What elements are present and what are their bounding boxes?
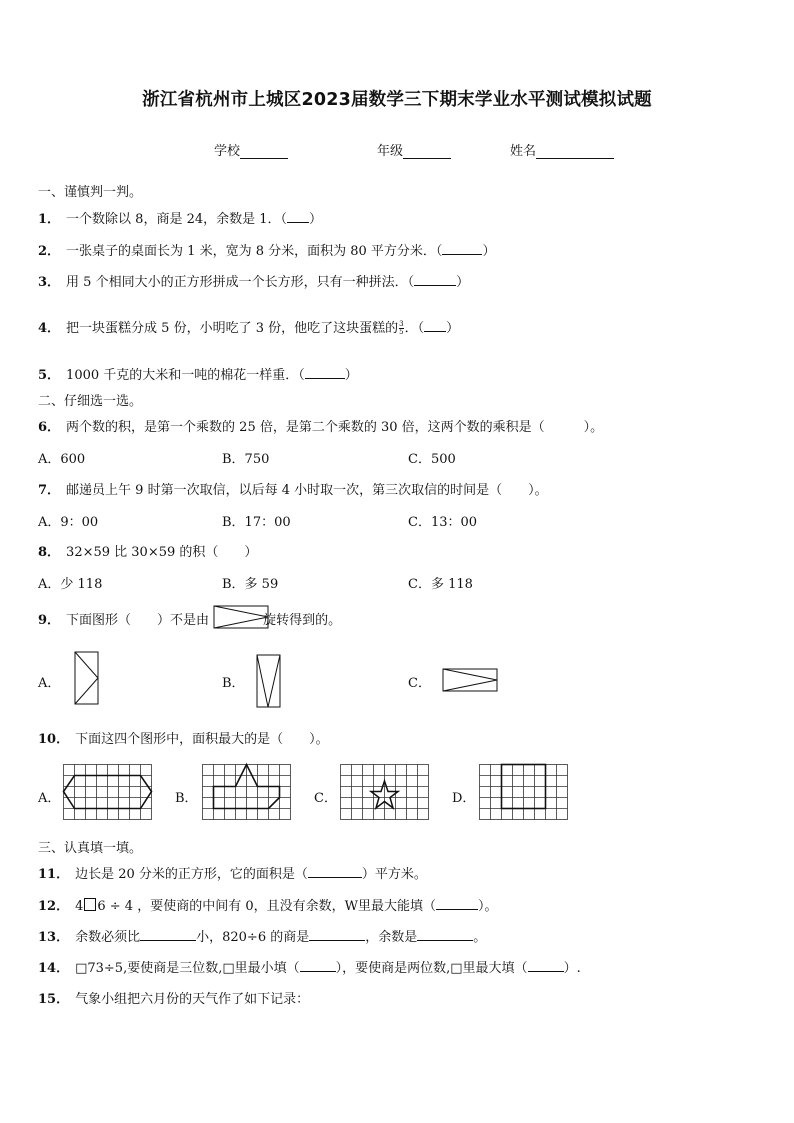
question-13 bbox=[38, 926, 486, 945]
question-number: 1． bbox=[38, 212, 61, 227]
question-number: 8． bbox=[38, 545, 61, 560]
question-number: 12． bbox=[38, 899, 70, 914]
answer-blank-3[interactable] bbox=[417, 928, 473, 941]
question-text-b: 小，820÷6 的商是 bbox=[196, 930, 310, 945]
question-text-tail: 旋转得到的。 bbox=[263, 613, 342, 628]
q9-option-b[interactable]: B． bbox=[222, 676, 245, 691]
q10-option-c[interactable]: C． bbox=[314, 791, 337, 806]
question-7 bbox=[38, 479, 548, 498]
q9-option-c[interactable]: C． bbox=[408, 676, 431, 691]
question-text-b: 6 ÷ 4 ，要使商的中间有 0，且没有余数，W里最大能填（ bbox=[97, 899, 436, 914]
question-15 bbox=[38, 988, 309, 1007]
question-text: 邮递员上午 9 时第一次取信，以后每 4 小时取一次，第三次取信的时间是（ ）。 bbox=[66, 483, 548, 498]
q10-option-b[interactable]: B． bbox=[175, 791, 198, 806]
section-heading-1: 一、谨慎判一判。 bbox=[38, 185, 143, 200]
question-number: 14． bbox=[38, 961, 70, 976]
question-tail: ）平方米。 bbox=[361, 867, 427, 882]
grade-blank[interactable] bbox=[403, 145, 451, 159]
reference-triangle bbox=[214, 606, 268, 628]
question-5 bbox=[38, 364, 358, 383]
q9-figure-b[interactable] bbox=[256, 654, 282, 710]
question-text: 两个数的积，是第一个乘数的 25 倍，是第二个乘数的 30 倍，这两个数的乘积是（ ）。 bbox=[66, 420, 604, 435]
question-tail: ）。 bbox=[477, 899, 498, 914]
q6-option-b[interactable]: B．750 bbox=[222, 452, 270, 467]
answer-blank-2[interactable] bbox=[309, 928, 365, 941]
q6-option-c[interactable]: C．500 bbox=[408, 452, 456, 467]
question-text: 用 5 个相同大小的正方形拼成一个长方形，只有一种拼法．（ bbox=[66, 275, 415, 290]
question-text: 余数必须比 bbox=[75, 930, 141, 945]
question-tail: 。 bbox=[473, 930, 487, 945]
fraction-denominator: 5 bbox=[399, 328, 404, 336]
q10-figure-c[interactable] bbox=[340, 764, 430, 824]
question-text: 下面这四个图形中，面积最大的是（ ）。 bbox=[75, 732, 329, 747]
answer-blank[interactable] bbox=[442, 242, 482, 255]
question-text: 32×59 比 30×59 的积（ ） bbox=[66, 545, 258, 560]
question-12 bbox=[38, 895, 498, 914]
question-close: ） bbox=[456, 275, 470, 290]
school-blank[interactable] bbox=[240, 145, 288, 159]
school-field bbox=[214, 140, 288, 159]
question-close: ） bbox=[344, 368, 358, 383]
name-field bbox=[510, 140, 614, 159]
reference-rectangle bbox=[214, 606, 268, 628]
question-14 bbox=[38, 957, 581, 976]
answer-blank[interactable] bbox=[308, 865, 362, 878]
name-blank[interactable] bbox=[536, 145, 614, 159]
question-6 bbox=[38, 416, 603, 435]
question-text: 下面图形（ ）不是由 bbox=[66, 613, 210, 628]
question-number: 4． bbox=[38, 321, 61, 336]
question-10 bbox=[38, 728, 329, 747]
section-heading-3: 三、认真填一填。 bbox=[38, 841, 143, 856]
question-2 bbox=[38, 240, 495, 259]
question-text: 气象小组把六月份的天气作了如下记录： bbox=[75, 992, 310, 1007]
q7-option-a[interactable]: A．9：00 bbox=[38, 515, 99, 530]
question-text: 边长是 20 分米的正方形，它的面积是（ bbox=[75, 867, 308, 882]
question-number: 10． bbox=[38, 732, 70, 747]
q7-option-c[interactable]: C．13：00 bbox=[408, 515, 478, 530]
q10-figure-b[interactable] bbox=[202, 764, 292, 824]
q9-reference-figure bbox=[213, 605, 269, 629]
answer-blank-2[interactable] bbox=[528, 959, 564, 972]
question-text: 4 bbox=[75, 899, 84, 914]
grade-field bbox=[377, 140, 451, 159]
q8-option-b[interactable]: B．多 59 bbox=[222, 577, 279, 592]
question-9 bbox=[38, 609, 341, 628]
question-close: ） bbox=[309, 212, 323, 227]
grid bbox=[341, 765, 429, 820]
school-label: 学校 bbox=[214, 144, 241, 159]
answer-blank[interactable] bbox=[287, 210, 309, 223]
question-number: 5． bbox=[38, 368, 61, 383]
question-number: 2． bbox=[38, 244, 61, 259]
question-number: 3． bbox=[38, 275, 61, 290]
question-number: 7． bbox=[38, 483, 61, 498]
q9-figure-c[interactable] bbox=[442, 668, 500, 694]
grid bbox=[480, 765, 568, 820]
q9-option-a[interactable]: A． bbox=[38, 676, 61, 691]
question-number: 13． bbox=[38, 930, 70, 945]
grid bbox=[203, 765, 291, 820]
answer-blank[interactable] bbox=[414, 273, 456, 286]
question-number: 15． bbox=[38, 992, 70, 1007]
question-3 bbox=[38, 271, 469, 290]
question-11 bbox=[38, 863, 427, 882]
grade-label: 年级 bbox=[377, 144, 404, 159]
q6-option-a[interactable]: A．600 bbox=[38, 452, 86, 467]
fraction bbox=[399, 321, 403, 336]
q8-option-c[interactable]: C．多 118 bbox=[408, 577, 473, 592]
question-number: 9． bbox=[38, 613, 61, 628]
question-8 bbox=[38, 541, 257, 560]
grid bbox=[64, 765, 152, 820]
question-number: 6． bbox=[38, 420, 61, 435]
q8-option-a[interactable]: A．少 118 bbox=[38, 577, 103, 592]
question-text: 一张桌子的桌面长为 1 米，宽为 8 分米，面积为 80 平方分米．（ bbox=[66, 244, 443, 259]
question-tail: ）. bbox=[563, 961, 581, 976]
q7-option-b[interactable]: B．17：00 bbox=[222, 515, 291, 530]
question-tail: ．（ bbox=[404, 321, 425, 336]
question-text: □73÷5,要使商是三位数,□里最小填（ bbox=[75, 961, 300, 976]
q10-figure-d[interactable] bbox=[479, 764, 569, 824]
q10-option-d[interactable]: D． bbox=[452, 791, 476, 806]
q10-figure-a[interactable] bbox=[63, 764, 153, 824]
answer-blank-1[interactable] bbox=[300, 959, 336, 972]
q9-figure-a[interactable] bbox=[74, 651, 100, 707]
answer-blank[interactable] bbox=[305, 366, 345, 379]
question-text-b: ），要使商是两位数,□里最大填（ bbox=[335, 961, 528, 976]
question-close: ） bbox=[482, 244, 496, 259]
empty-box-icon[interactable] bbox=[84, 898, 96, 911]
question-close: ） bbox=[446, 321, 460, 336]
question-1 bbox=[38, 208, 322, 227]
page-title: 浙江省杭州市上城区2023届数学三下期末学业水平测试模拟试题 bbox=[142, 90, 652, 110]
section-heading-2: 二、仔细选一选。 bbox=[38, 394, 143, 409]
question-text: 1000 千克的大米和一吨的棉花一样重．（ bbox=[66, 368, 305, 383]
question-text: 把一块蛋糕分成 5 份，小明吃了 3 份，他吃了这块蛋糕的 bbox=[66, 321, 399, 336]
question-number: 11． bbox=[38, 867, 70, 882]
question-text: 一个数除以 8，商是 24，余数是 1．（ bbox=[66, 212, 288, 227]
answer-blank-1[interactable] bbox=[140, 928, 196, 941]
q10-option-a[interactable]: A． bbox=[38, 791, 61, 806]
fraction-numerator: 3 bbox=[399, 320, 404, 328]
name-label: 姓名 bbox=[510, 144, 537, 159]
question-4 bbox=[38, 317, 459, 336]
answer-blank[interactable] bbox=[436, 897, 478, 910]
question-text-c: ，余数是 bbox=[365, 930, 418, 945]
answer-blank[interactable] bbox=[424, 319, 446, 332]
